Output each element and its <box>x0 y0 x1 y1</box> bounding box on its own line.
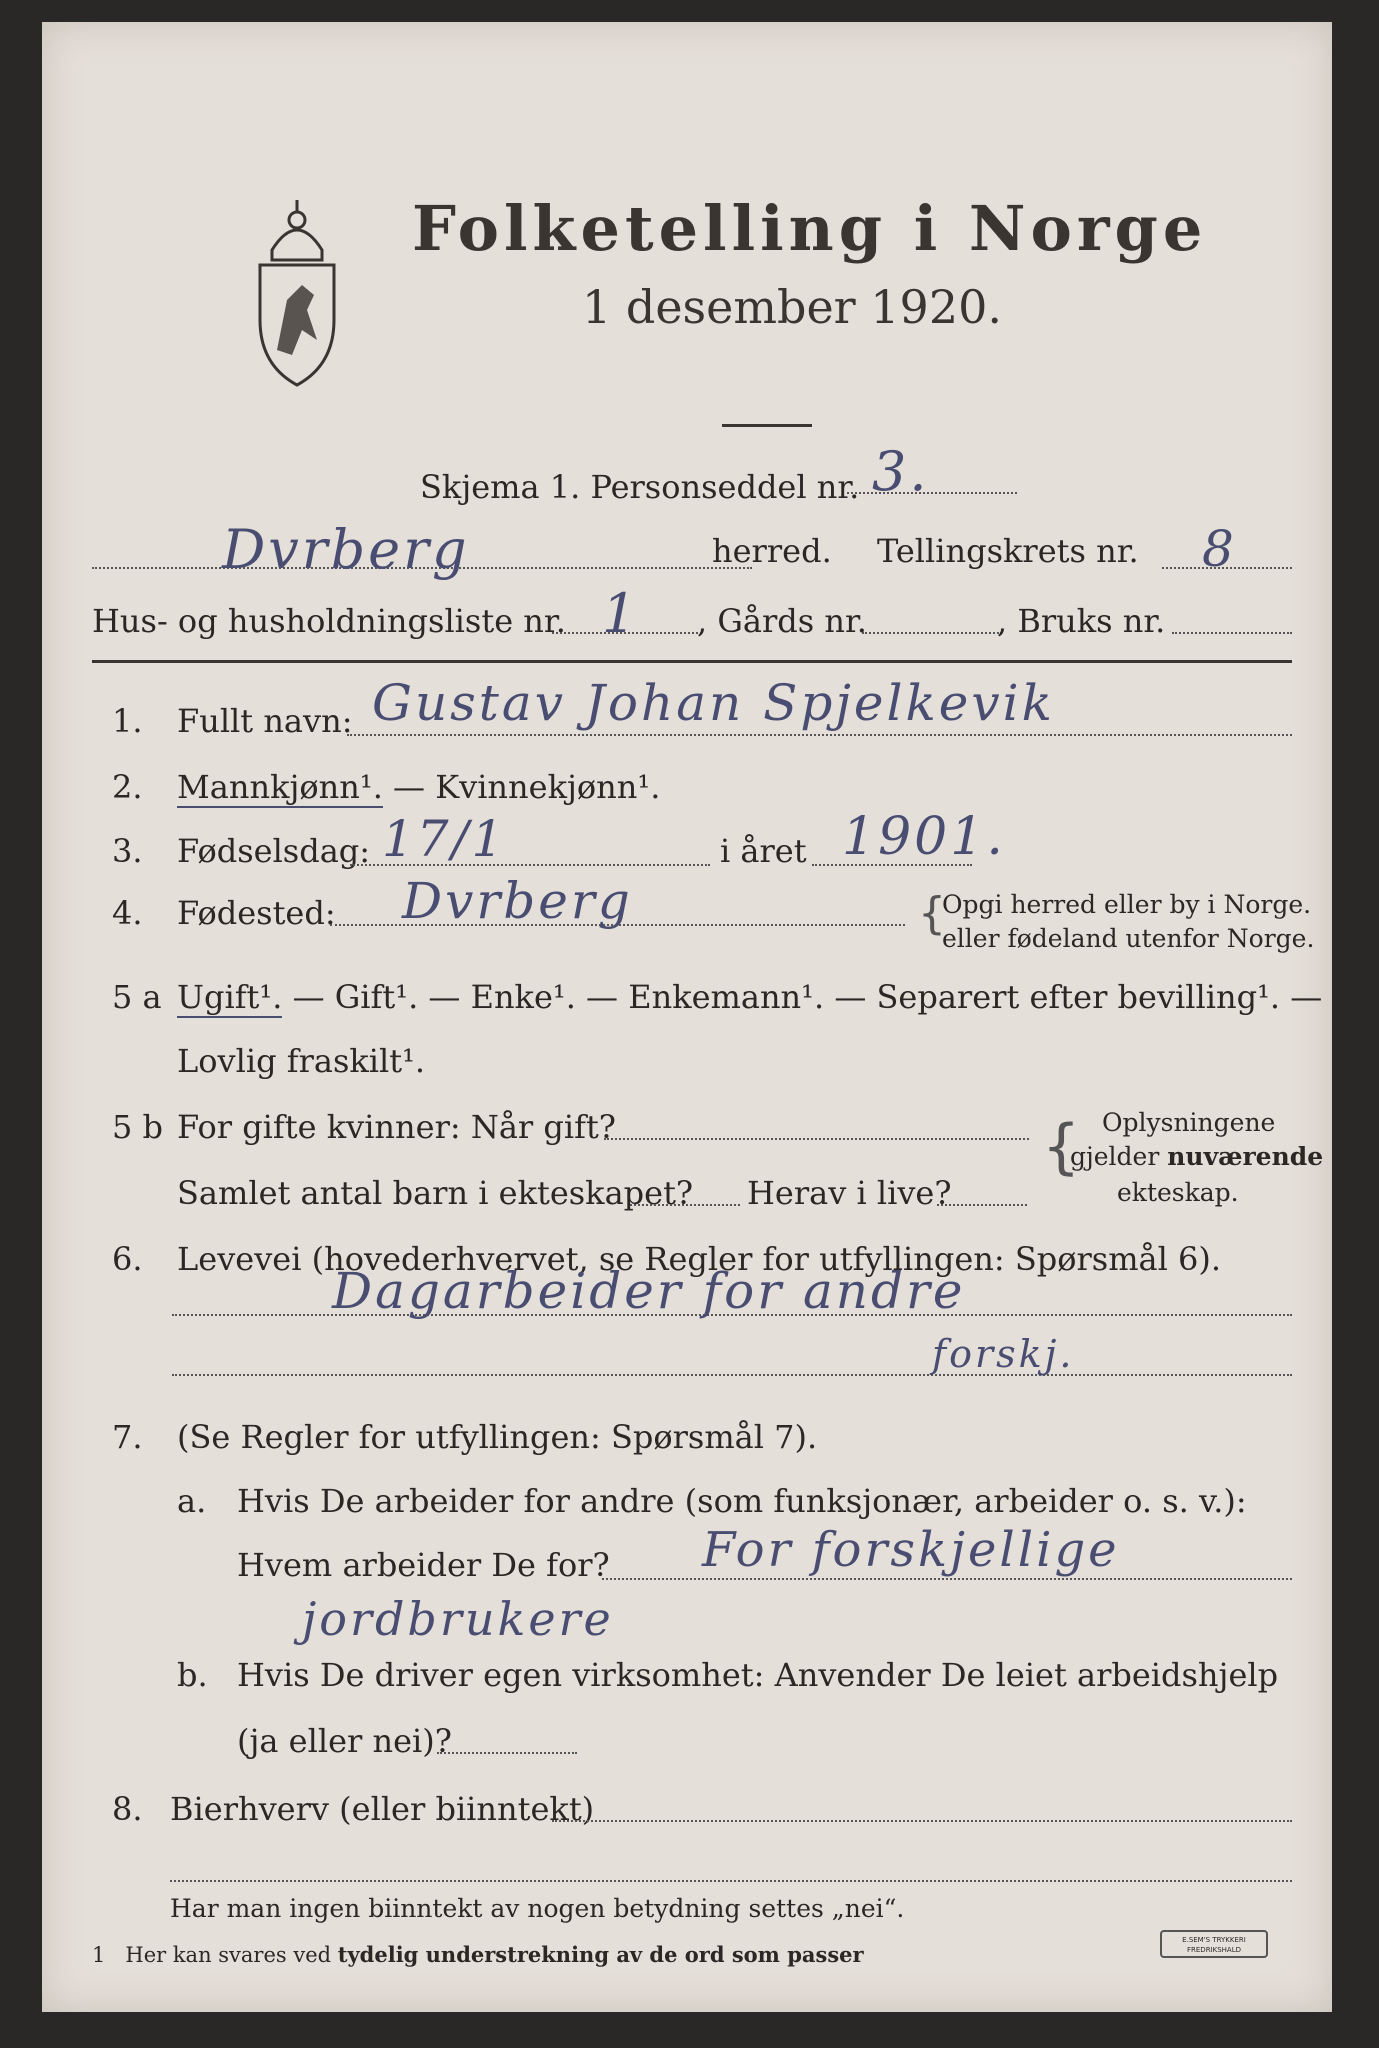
q3-birth-year: 1901. <box>842 807 1006 867</box>
q7-label: (Se Regler for utfyllingen: Spørsmål 7). <box>177 1418 818 1456</box>
q1-label: Fullt navn: <box>177 702 353 740</box>
q4-number: 4. <box>112 894 143 932</box>
q5b-number: 5 b <box>112 1108 164 1146</box>
q7a-employer-cont: jordbrukere <box>302 1592 614 1646</box>
q7b-letter: b. <box>177 1656 208 1694</box>
q8-label: Bierhverv (eller biinntekt) <box>170 1790 595 1828</box>
form-title: Folketelling i Norge <box>412 192 1208 265</box>
q4-brace: { <box>918 888 946 939</box>
q5a-options <box>177 978 1322 1016</box>
q6-occupation: Dagarbeider for andre <box>332 1262 966 1320</box>
q5a-line-2: Lovlig fraskilt¹. <box>177 1042 426 1080</box>
q5b-note-2: gjelder nuværende <box>1070 1142 1324 1171</box>
footnote: 1 Her kan svares ved tydelig understrekning av de ord som passer <box>92 1942 864 1967</box>
q4-note-2: eller fødeland utenfor Norge. <box>942 924 1315 953</box>
printer-stamp: E.SEM'S TRYKKERI FREDRIKSHALD <box>1160 1930 1268 1958</box>
header-divider <box>92 660 1292 663</box>
q6-number: 6. <box>112 1240 143 1278</box>
q5b-note-3: ekteskap. <box>1117 1178 1239 1207</box>
tellingskrets-label: Tellingskrets nr. <box>877 532 1139 570</box>
coat-of-arms-icon <box>242 190 352 390</box>
q3-number: 3. <box>112 832 143 870</box>
tellingskrets-nr: 8 <box>1202 520 1237 578</box>
q5a-unmarried: Ugift¹. <box>177 978 283 1016</box>
footer-note: Har man ingen biinntekt av nogen betydning settes „nei“. <box>170 1894 905 1923</box>
q1-number: 1. <box>112 702 143 740</box>
q6-label: Levevei (hovederhvervet, se Regler for utfyllingen: Spørsmål 6). <box>177 1240 1222 1278</box>
q7a-letter: a. <box>177 1482 207 1520</box>
q1-full-name: Gustav Johan Spjelkevik <box>372 674 1055 732</box>
hus-label: Hus- og husholdningsliste nr. <box>92 602 566 640</box>
q2-male: Mannkjønn¹. <box>177 768 383 806</box>
q5a-number: 5 a <box>112 978 162 1016</box>
q4-birthplace: Dvrberg <box>402 872 633 930</box>
q4-label: Fødested: <box>177 894 336 932</box>
personseddel-nr: 3. <box>872 440 930 503</box>
q5b-brace: { <box>1042 1112 1081 1182</box>
herred-label: herred. <box>712 532 832 570</box>
q2-options <box>177 768 660 806</box>
q2-number: 2. <box>112 768 143 806</box>
q5b-children-label: Samlet antal barn i ekteskapet? <box>177 1174 694 1212</box>
herred-value: Dvrberg <box>222 518 470 581</box>
bruks-label: , Bruks nr. <box>997 602 1166 640</box>
q7-number: 7. <box>112 1418 143 1456</box>
census-form <box>42 22 1332 2012</box>
q7a-label: Hvis De arbeider for andre (som funksjonær, arbeider o. s. v.): <box>237 1482 1247 1520</box>
q2-female: — Kvinnekjønn¹. <box>382 768 661 806</box>
title-divider <box>722 424 812 427</box>
q6-occupation-note: forskj. <box>932 1332 1075 1376</box>
gards-label: , Gårds nr. <box>697 602 867 640</box>
q4-note-1: Opgi herred eller by i Norge. <box>942 890 1312 919</box>
q8-number: 8. <box>112 1790 143 1828</box>
q3-birthday: 17/1 <box>382 810 507 868</box>
q5b-label: For gifte kvinner: Når gift? <box>177 1108 616 1146</box>
q7b-label: Hvis De driver egen virksomhet: Anvender De leiet arbeidshjelp <box>237 1656 1279 1694</box>
q7a-employer: For forskjellige <box>702 1522 1120 1578</box>
q5b-note-1: Oplysningene <box>1102 1108 1276 1137</box>
q5b-alive-label: Herav i live? <box>747 1174 952 1212</box>
hus-nr: 1 <box>602 582 640 645</box>
skjema-label: Skjema 1. Personseddel nr. <box>420 468 860 506</box>
q5a-other-options: — Gift¹. — Enke¹. — Enkemann¹. — Separert efter bevilling¹. — <box>282 978 1323 1016</box>
census-date: 1 desember 1920. <box>582 280 1002 334</box>
q7b-line-2: (ja eller nei)? <box>237 1722 452 1760</box>
q3-label: Fødselsdag: <box>177 832 371 870</box>
q3-year-label: i året <box>720 832 807 870</box>
q7a-employer-label: Hvem arbeider De for? <box>237 1546 610 1584</box>
